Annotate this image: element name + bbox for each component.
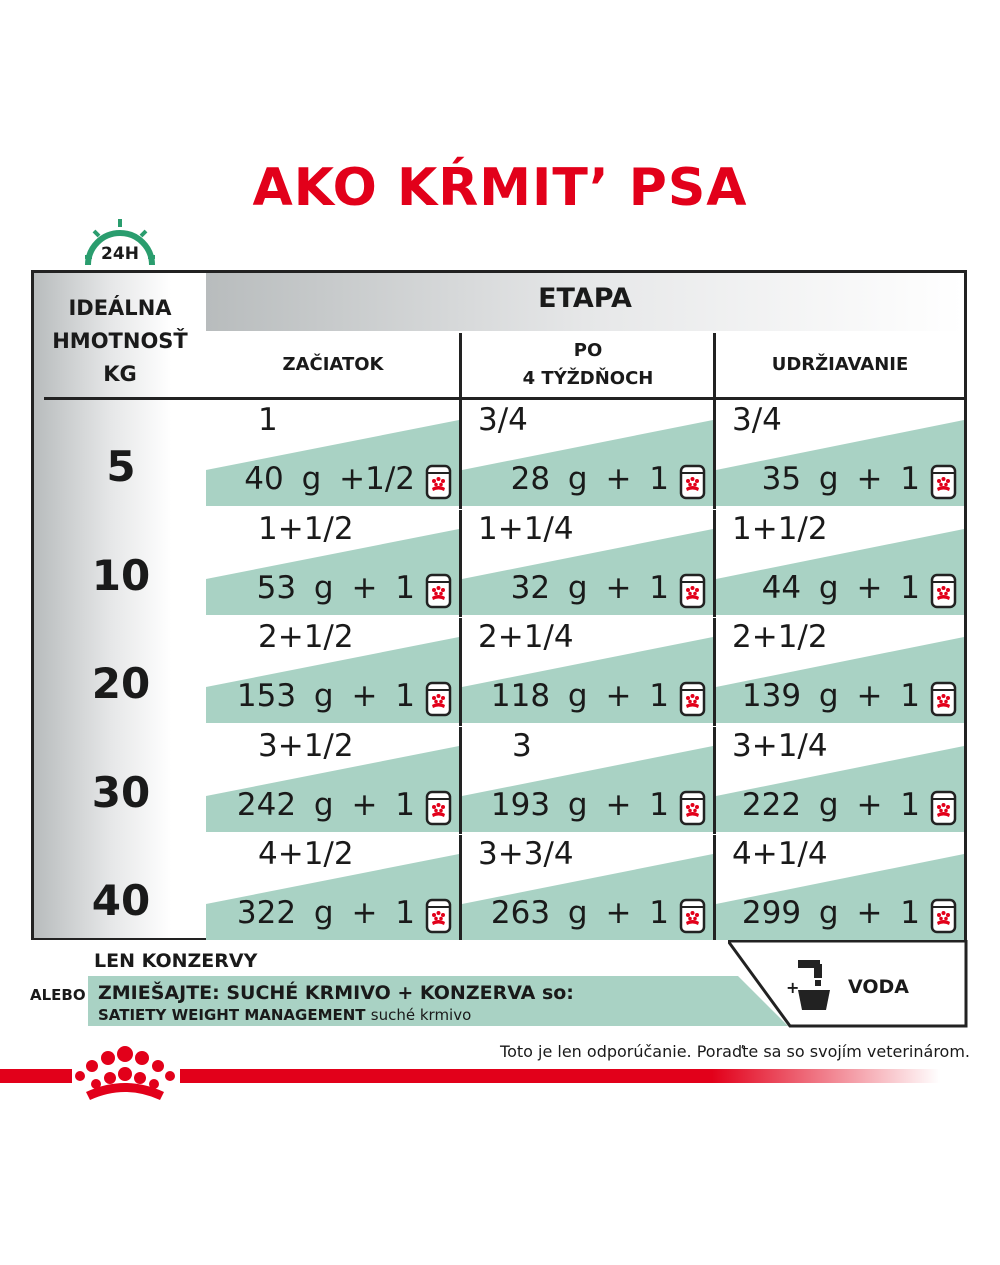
mix-product-name: SATIETY WEIGHT MANAGEMENT [98,1006,366,1024]
wet-food-can-icon [930,463,957,501]
row-separator [206,509,964,510]
stage-header-label: UDRŽIAVANIE [771,354,909,375]
feeding-cell [206,726,459,834]
wet-portion: 28 g + 1 [510,461,669,497]
weight-kg: 10 [91,551,151,600]
feeding-cell [206,509,459,617]
wet-portion: 299 g + 1 [741,895,920,931]
page-title: AKO KŔMIT’ PSA [252,158,748,218]
wet-portion: 32 g + 1 [510,570,669,606]
dry-portion: 3+1/2 [258,728,354,764]
wet-food-can-icon [930,897,957,935]
weight-kg: 30 [91,768,151,817]
weight-header-line: HMOTNOSŤ [52,329,188,353]
stage-header-4weeks [462,333,714,397]
weight-kg: 40 [91,876,151,925]
weight-header-line: KG [103,362,137,386]
mix-product [98,1006,471,1024]
dry-portion: 3+3/4 [478,836,574,872]
feeding-cell [462,834,713,942]
wet-portion: 242 g + 1 [236,787,415,823]
voda-label: VODA [848,976,909,998]
etapa-header: ETAPA [538,283,632,314]
wet-portion: 322 g + 1 [236,895,415,931]
dry-portion: 2+1/2 [258,619,354,655]
water-plus: + [786,978,800,997]
wet-food-can-icon [930,680,957,718]
stage-header-label: ZAČIATOK [282,354,384,375]
stage-header-label: PO [573,340,603,361]
stage-header-maintenance [716,333,964,397]
wet-food-can-icon [679,463,706,501]
weight-kg: 5 [106,442,136,491]
weight-kg: 20 [91,659,151,708]
wet-food-can-icon [679,572,706,610]
wet-portion: 118 g + 1 [490,678,669,714]
dry-portion: 2+1/2 [732,619,828,655]
feeding-cell [462,726,713,834]
stage-header-label: 4 TÝŽDŇOCH [522,368,654,389]
feeding-cell [716,617,964,725]
stage-header-start [206,333,460,397]
dry-portion: 4+1/4 [732,836,828,872]
dry-portion: 3/4 [478,402,528,438]
dry-portion: 1+1/2 [732,511,828,547]
wet-portion: 193 g + 1 [490,787,669,823]
wet-food-can-icon [425,897,452,935]
wet-portion: 53 g + 1 [256,570,415,606]
dry-portion: 4+1/2 [258,836,354,872]
wet-food-can-icon [930,789,957,827]
wet-food-can-icon [679,897,706,935]
wet-portion: 222 g + 1 [741,787,920,823]
disclaimer: Toto je len odporúčanie. Poraďte sa so svojím veterinárom. [500,1042,970,1061]
dry-portion: 1+1/2 [258,511,354,547]
row-separator [206,617,964,618]
feeding-cell [462,400,713,508]
feeding-cell [206,834,459,942]
wet-food-can-icon [425,463,452,501]
feeding-cell [462,617,713,725]
dry-portion: 1+1/4 [478,511,574,547]
feeding-cell [716,834,964,942]
weight-header [40,292,200,391]
wet-food-can-icon [679,789,706,827]
brand-line-left [0,1069,72,1083]
row-separator [206,726,964,727]
wet-portion: 153 g + 1 [236,678,415,714]
weight-header-line: IDEÁLNA [68,296,172,320]
wet-portion: 263 g + 1 [490,895,669,931]
clock-label: 24H [101,244,139,264]
feeding-cell [716,509,964,617]
dry-portion: 1 [258,402,278,438]
wet-food-can-icon [679,680,706,718]
mix-product-type: suché krmivo [370,1006,472,1024]
wet-portion: 40 g +1/2 [244,461,415,497]
wet-food-can-icon [425,572,452,610]
feeding-cell [206,400,459,508]
feeding-cell [716,400,964,508]
dry-portion: 3+1/4 [732,728,828,764]
alebo-label: ALEBO [30,986,86,1004]
wet-portion: 44 g + 1 [761,570,920,606]
mix-instruction: ZMIEŠAJTE: SUCHÉ KRMIVO + KONZERVA so: [98,982,574,1004]
feeding-cell [716,726,964,834]
crown-logo-icon [72,1044,178,1104]
dry-portion: 3/4 [732,402,782,438]
wet-food-can-icon [425,789,452,827]
len-konzervy-label: LEN KONZERVY [94,950,258,972]
wet-portion: 35 g + 1 [761,461,920,497]
row-separator [206,834,964,835]
wet-food-can-icon [425,680,452,718]
dry-portion: 3 [512,728,532,764]
feeding-cell [462,509,713,617]
feeding-cell [206,617,459,725]
brand-line-right [180,1069,940,1083]
dry-portion: 2+1/4 [478,619,574,655]
wet-portion: 139 g + 1 [741,678,920,714]
wet-food-can-icon [930,572,957,610]
